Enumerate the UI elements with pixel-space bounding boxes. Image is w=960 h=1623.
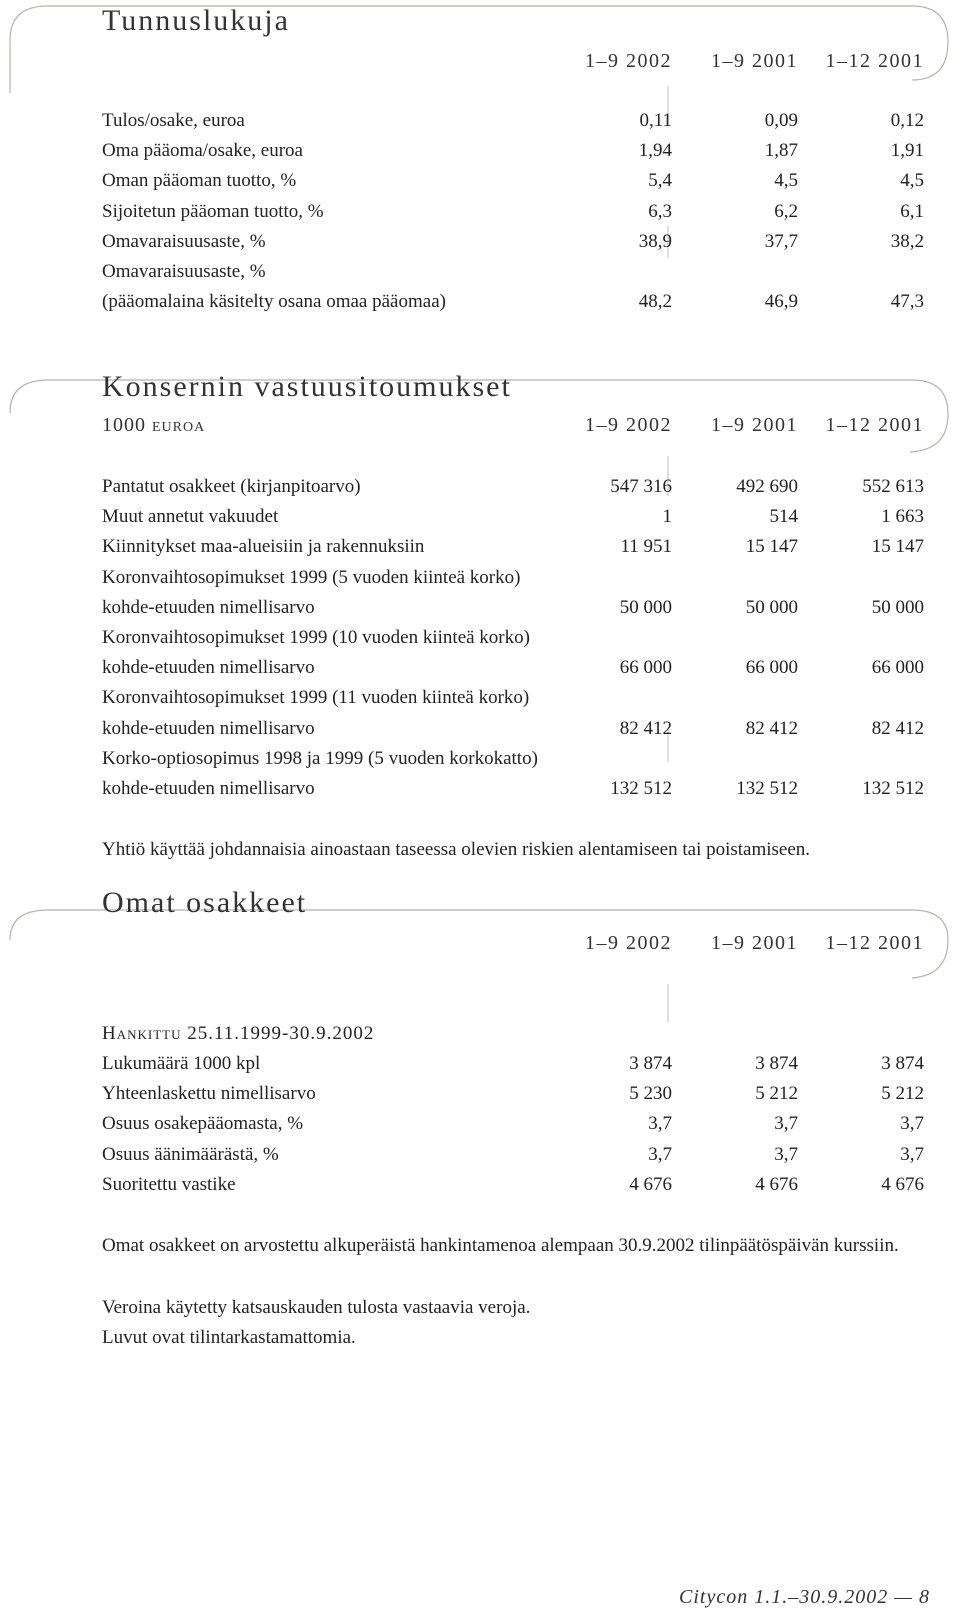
row-label: Osuus osakepääomasta, % [102,1113,304,1135]
row-value: 3,7 [900,1113,924,1135]
row-value: 132 512 [736,778,798,799]
row-label: Korko-optiosopimus 1998 ja 1999 (5 vuoden korkokatto) [102,747,538,769]
unit-label: 1000 euroa [102,414,206,436]
row-label: Koronvaihtosopimukset 1999 (10 vuoden kiinteä korko) [102,627,530,648]
row-value: 514 [769,506,798,528]
row-label: (pääomalaina käsitelty osana omaa pääomaa) [102,291,446,313]
row-label: kohde-etuuden nimellisarvo [102,596,315,618]
row-value: 82 412 [871,717,924,739]
row-value: 50 000 [619,596,672,618]
column-header: 1–9 2001 [711,932,798,954]
row-value: 5 212 [755,1083,798,1105]
row-value: 3 874 [755,1053,798,1074]
tax-note: Veroina käytetty katsauskauden tulosta vastaavia veroja. [102,1297,531,1318]
row-label: Yhteenlaskettu nimellisarvo [102,1083,316,1105]
row-label: Koronvaihtosopimukset 1999 (11 vuoden kiinteä korko) [102,687,530,709]
row-value: 6,3 [648,200,672,222]
table-row [102,1048,924,1079]
row-value: 38,2 [890,230,924,252]
section-title-vastuut: Konsernin vastuusitoumukset [102,370,512,403]
row-value: 48,2 [638,291,672,313]
own-shares-note: Omat osakkeet on arvostettu alkuperäistä hankintamenoa alempaan 30.9.2002 tilinpäätöspäivän kurssiin. [102,1235,899,1256]
row-label: Omavaraisuusaste, % [102,261,266,282]
row-value: 50 000 [871,596,924,618]
row-value: 4,5 [774,170,798,192]
table-row [102,562,924,593]
row-value: 492 690 [736,476,798,497]
page-footer: Citycon 1.1.–30.9.2002 — 8 [679,1586,930,1608]
row-value: 1,94 [638,140,672,162]
row-value: 5 230 [629,1083,672,1105]
column-header: 1–9 2002 [585,50,672,72]
row-value: 3,7 [648,1143,672,1165]
table-row [102,592,924,623]
table-row [102,135,924,166]
row-value: 66 000 [745,657,798,679]
row-label: Koronvaihtosopimukset 1999 (5 vuoden kiinteä korko) [102,566,521,588]
row-label: kohde-etuuden nimellisarvo [102,717,315,739]
row-label: Oma pääoma/osake, euroa [102,140,303,162]
row-label: Osuus äänimäärästä, % [102,1143,279,1165]
column-header: 1–9 2001 [711,50,798,72]
row-label: Suoritettu vastike [102,1173,236,1195]
row-value: 552 613 [862,476,924,497]
row-label: Sijoitetun pääoman tuotto, % [102,200,324,222]
row-value: 47,3 [890,291,924,313]
row-value: 3,7 [648,1113,672,1135]
row-label: Oman pääoman tuotto, % [102,170,297,192]
row-value: 15 147 [745,536,798,558]
row-value: 66 000 [871,657,924,679]
row-value: 82 412 [619,717,672,739]
row-value: 15 147 [871,536,924,558]
audit-note: Luvut ovat tilintarkastamattomia. [102,1327,356,1348]
row-value: 4 676 [629,1173,672,1195]
row-value: 4 676 [755,1173,798,1195]
row-value: 11 951 [620,536,672,558]
column-header: 1–12 2001 [825,932,924,954]
table-row [102,501,924,532]
row-value: 3 874 [629,1053,672,1074]
column-header: 1–9 2002 [585,414,672,436]
column-header: 1–9 2001 [711,414,798,436]
row-label: Kiinnitykset maa-alueisiin ja rakennuksiin [102,536,425,558]
row-label: Lukumäärä 1000 kpl [102,1053,261,1074]
section-title-tunnusluvut: Tunnuslukuja [102,4,290,37]
table-row [102,682,924,713]
column-header: 1–12 2001 [825,414,924,436]
table-row [102,713,924,744]
row-label: Tulos/osake, euroa [102,110,245,131]
table-row [102,652,924,683]
row-value: 50 000 [745,596,798,618]
row-label: kohde-etuuden nimellisarvo [102,778,315,799]
table-row [102,1108,924,1139]
table-row [102,196,924,227]
row-value: 132 512 [862,778,924,799]
table-row [102,773,924,804]
table-row [102,622,924,653]
row-value: 132 512 [610,778,672,799]
table-row [102,1139,924,1170]
row-value: 0,12 [890,110,924,131]
row-value: 1,87 [764,140,798,162]
row-value: 46,9 [764,291,798,313]
row-value: 0,11 [639,110,672,131]
row-value: 4 676 [881,1173,924,1195]
row-value: 1 663 [881,506,924,528]
row-value: 3 874 [881,1053,924,1074]
table-row [102,286,924,317]
table-row [102,256,924,287]
row-value: 547 316 [610,476,672,497]
table-row [102,531,924,562]
row-value: 5,4 [648,170,672,192]
acquisition-subheading: Hankittu 25.11.1999-30.9.2002 [102,1023,375,1044]
row-value: 4,5 [900,170,924,192]
row-label: Omavaraisuusaste, % [102,230,266,252]
table-row [102,1078,924,1109]
column-header: 1–12 2001 [825,50,924,72]
table-row [102,1169,924,1200]
row-value: 6,1 [900,200,924,222]
row-value: 38,9 [638,230,672,252]
table-row [102,471,924,502]
row-label: Muut annetut vakuudet [102,506,279,528]
row-value: 5 212 [881,1083,924,1105]
row-value: 37,7 [764,230,798,252]
row-value: 1,91 [890,140,924,162]
row-label: Pantatut osakkeet (kirjanpitoarvo) [102,476,361,497]
derivatives-note: Yhtiö käyttää johdannaisia ainoastaan taseessa olevien riskien alentamiseen tai poistamiseen. [102,839,811,860]
row-value: 6,2 [774,200,798,222]
table-row [102,226,924,257]
column-header: 1–9 2002 [585,932,672,954]
row-value: 82 412 [745,717,798,739]
section-title-omat: Omat osakkeet [102,886,308,919]
row-value: 3,7 [900,1143,924,1165]
table-row [102,743,924,774]
table-row [102,105,924,136]
row-label: kohde-etuuden nimellisarvo [102,657,315,679]
row-value: 1 [662,506,672,528]
table-row [102,165,924,196]
row-value: 3,7 [774,1113,798,1135]
row-value: 66 000 [619,657,672,679]
row-value: 3,7 [774,1143,798,1165]
row-value: 0,09 [764,110,798,131]
